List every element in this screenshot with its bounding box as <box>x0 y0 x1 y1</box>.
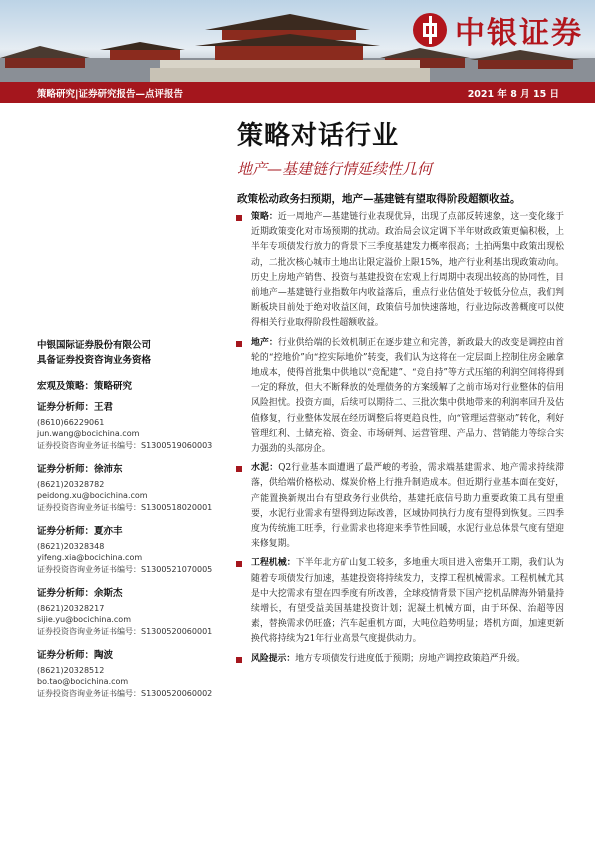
report-category: 策略研究|证券研究报告—点评报告 <box>37 89 183 100</box>
summary-bullets <box>236 210 564 671</box>
analyst-name: 证券分析师：徐沛东 <box>37 464 123 475</box>
bullet-marker <box>236 341 242 347</box>
bullet-marker <box>236 466 242 472</box>
company-logo <box>413 8 583 52</box>
analyst-cert: 证券投资咨询业务证书编号：S1300521070005 <box>37 564 213 574</box>
analyst-cert: 证券投资咨询业务证书编号：S1300519060003 <box>37 440 213 450</box>
company-qualification: 具备证券投资咨询业务资格 <box>37 355 152 366</box>
bullet-label: 水泥： <box>251 463 279 474</box>
analyst-phone: (8621)20328782 <box>37 479 105 489</box>
bullet-text: 近一周地产—基建链行业表现优异，出现了点部反转速象，这一变化缘于近期政策变化对市场预期的扰动。政治局会议定调下半年财政政策更偏积极，上半年专项债发行放力的背景下三季度基建发力概率很高；土拍两集中政策出现松动，二批次核心城市土地出让限定溢价上限15%，地产行业利基出现政策动向。历史上房地产销售、投资与基建投资在宏观上行周期中表现出较高的协同性，目前地产—基建链行业指数年内收益落后，重点行业估值处于较低分位点，我们判断板块目前处于绝对收益区间，政策信号加快速落地，行业边际改善概度可以使得相关行业取得阶段性超额收益。 <box>251 212 565 329</box>
research-area: 宏观及策略：策略研究 <box>37 381 133 392</box>
report-title: 策略对话行业 <box>237 121 400 151</box>
report-subtitle: 地产—基建链行情延续性几何 <box>237 160 433 178</box>
analyst-phone: (8621)20328512 <box>37 665 105 675</box>
company-name: 中银国际证券股份有限公司 <box>37 340 152 351</box>
analyst-email[interactable]: sijie.yu@bocichina.com <box>37 615 131 625</box>
analyst-name: 证券分析师：夏亦丰 <box>37 526 123 537</box>
analyst-cert: 证券投资咨询业务证书编号：S1300518020001 <box>37 502 213 512</box>
bullet-risk <box>236 652 564 667</box>
bullet-marker <box>236 561 242 567</box>
analyst-email[interactable]: yifeng.xia@bocichina.com <box>37 553 143 563</box>
header-banner <box>0 0 595 82</box>
category-bar <box>0 82 595 103</box>
analyst-name: 证券分析师：余斯杰 <box>37 588 123 599</box>
bullet-marker <box>236 215 242 221</box>
analyst-cert: 证券投资咨询业务证书编号：S1300520060002 <box>37 688 213 698</box>
analyst-card <box>37 526 227 575</box>
analyst-phone: (8621)20328348 <box>37 541 105 551</box>
analyst-cert: 证券投资咨询业务证书编号：S1300520060001 <box>37 626 213 636</box>
bullet-label: 策略： <box>251 212 278 222</box>
bullet-marker <box>236 657 242 663</box>
bullet-text: 地方专项债发行进度低于预期；房地产调控政策趋严升级。 <box>295 653 526 664</box>
bullet-label: 工程机械： <box>251 558 296 569</box>
bullet-label: 地产： <box>251 337 278 348</box>
report-date: 2021 年 8 月 15 日 <box>467 89 559 100</box>
bullet-text: 下半年北方矿山复工较多，多地重大项目进入密集开工期，我们认为随着专项债发行加速，基建投资将持续发力，支撑工程机械需求。工程机械尤其是中大挖需求有望在四季度有所改善，全球疫情背景下国产挖机品牌海外销量持续增长，有望受益美国基建投资计划；泥凝土机械方面，由于环保、治超等因素，替换需求仍旺盛；汽车起重机方面，大吨位趋势明显；塔机方面，加速更新换代将持续为21年行业高景气度提供动力。 <box>251 558 565 645</box>
analyst-email[interactable]: jun.wang@bocichina.com <box>37 429 140 439</box>
bullet-text: 行业供给端的长效机制正在逐步建立和完善，新政最大的改变是调控由首轮的“控地价”向“控实际地价”转变，我们认为这将在一定层面上控制住房金融拿地成本，使得首批集中供地以“竞配建”、“竞自持”等方式压缩的利润空间将得到一定的释放，但大不断释放的处理债务的方案缓解了之前市场对行业整体的信用风险担忧。投资方面，后续可以期待二、三批次集中供地带来的利润率回升及估值修复，行业整体发展在经历调整后将更趋良性，向“管理运营驱动”转化，利好管理红利、土储充裕、资金、市场研判、运营管理、产品力、营销能力等综合实力强劲的头部房企。 <box>251 337 565 455</box>
analyst-card <box>37 464 227 513</box>
analyst-email[interactable]: bo.tao@bocichina.com <box>37 677 129 687</box>
analyst-card <box>37 588 227 637</box>
bullet-label: 风险提示： <box>251 653 296 664</box>
bullet-text: Q2行业基本面遭遇了最严峻的考验，需求端基建需求、地产需求持续滞落，供给端价格松动、煤炭价格上行推升制造成本。但近期行业基本面在变好，产能置换新规出台有望政务行业供给，基建托底信号助力重要政策工具有望重要，水泥行业需求有望得到边际改善，区域协同执行力度有望得到恢复。三四季度为传统施工旺季，行业需求也将迎来季节性回暖，水泥行业总体景气度有望迎来修复期。 <box>251 463 565 550</box>
analyst-email[interactable]: peidong.xu@bocichina.com <box>37 491 148 501</box>
analyst-phone: (8610)66229061 <box>37 417 105 427</box>
company-info <box>37 338 151 368</box>
logo-text: 中银证券 <box>455 16 583 51</box>
bank-of-china-logo-icon <box>413 13 447 47</box>
analyst-name: 证券分析师：陶波 <box>37 650 114 661</box>
bullet-machinery <box>236 556 564 647</box>
analyst-name: 证券分析师：王君 <box>37 402 114 413</box>
analyst-phone: (8621)20328217 <box>37 603 105 613</box>
analyst-card <box>37 650 227 699</box>
report-lead: 政策松动政务扫预期，地产—基建链有望取得阶段超额收益。 <box>237 193 521 205</box>
analyst-card <box>37 402 227 451</box>
bullet-cement <box>236 461 564 552</box>
bullet-strategy <box>236 210 564 332</box>
bullet-real-estate <box>236 336 564 458</box>
